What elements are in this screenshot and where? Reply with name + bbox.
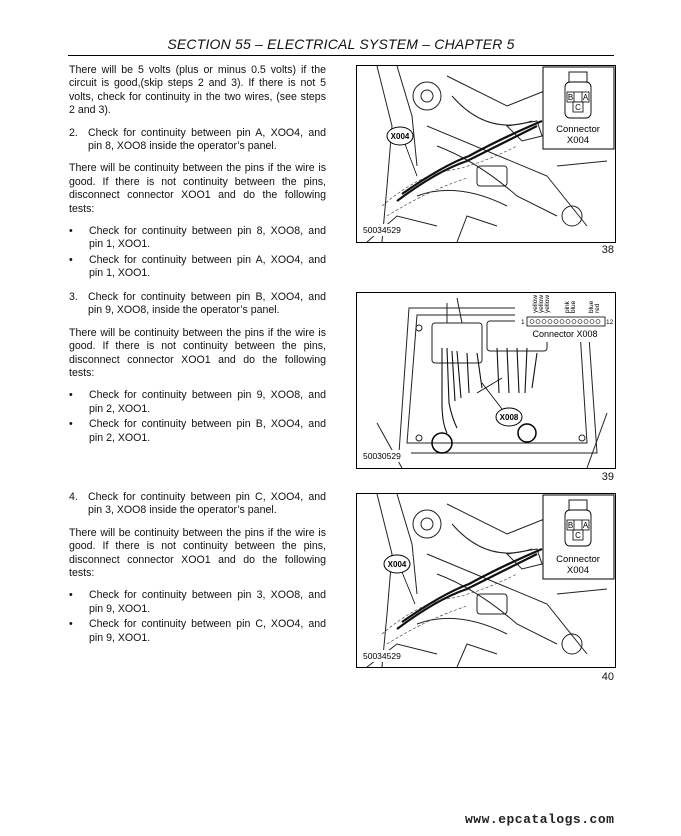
figure-number: 39 xyxy=(601,471,614,483)
pin-label: A xyxy=(582,93,589,102)
machinery-illustration xyxy=(357,66,615,242)
list-item: • Check for continuity between pin B, XOO4, and pin 2, XOO1. xyxy=(69,418,326,444)
machinery-illustration xyxy=(357,494,615,667)
step-number: 3. xyxy=(69,291,78,303)
text-block-3 xyxy=(69,491,326,654)
step-text: Check for continuity between pin B, XOO4, and pin 9, XOO8, inside the operator’s panel. xyxy=(88,291,326,317)
list-item: • Check for continuity between pin C, XOO4, and pin 9, XOO1. xyxy=(69,618,326,644)
list-item: • Check for continuity between pin 8, XOO8, and pin 1, XOO1. xyxy=(69,225,326,251)
text-block-1 xyxy=(69,64,326,290)
bullet-list xyxy=(69,589,326,645)
callout-label: X004 xyxy=(387,560,407,569)
step-3 xyxy=(69,291,326,318)
figure-number: 38 xyxy=(601,244,614,256)
figure-40 xyxy=(356,493,616,668)
result-paragraph: There will be continuity between the pins if the wire is good. If there is not continuity between the pins, disconnect connector XOO1 and do the following tests: xyxy=(69,326,326,380)
inset-caption: X004 xyxy=(566,565,590,576)
callout-label: X008 xyxy=(499,413,519,422)
intro-paragraph: There will be 5 volts (plus or minus 0.5 volts) if the circuit is good,(skip steps 2 and 3). If there is not 5 volts, check for continuity in the two wires, (see steps 2 and 3). xyxy=(69,64,326,117)
pin-label: C xyxy=(575,531,581,540)
step-4 xyxy=(69,491,326,518)
text-block-2 xyxy=(69,291,326,454)
list-item: • Check for continuity between pin A, XOO4, and pin 1, XOO1. xyxy=(69,253,326,280)
inset-caption: Connector xyxy=(556,124,600,135)
inset-caption: Connector xyxy=(556,554,600,565)
step-number: 2. xyxy=(69,126,78,139)
figure-38 xyxy=(356,65,616,243)
bullet-mark: • xyxy=(69,253,73,266)
header-rule xyxy=(68,55,614,56)
wire-label: yellow xyxy=(538,294,545,313)
operator-panel-illustration xyxy=(357,293,615,468)
bullet-mark: • xyxy=(69,389,73,402)
inset-caption: X004 xyxy=(566,135,590,146)
page-header: SECTION 55 – ELECTRICAL SYSTEM – CHAPTER 5 xyxy=(167,36,515,52)
inset-caption: Connector X008 xyxy=(532,329,598,339)
bullet-list xyxy=(69,389,326,445)
pin-number: 12 xyxy=(606,319,614,326)
bullet-mark: • xyxy=(69,589,73,602)
watermark-link[interactable]: www.epcatalogs.com xyxy=(465,812,615,827)
result-paragraph: There will be continuity between the pins if the wire is good. If there is not continuity between the pins, disconnect connector XOO1 and do the following tests: xyxy=(69,526,326,580)
wire-label: blue xyxy=(570,300,577,313)
bullet-mark: • xyxy=(69,618,73,631)
wire-label: yellow xyxy=(532,294,539,313)
part-number: 50034529 xyxy=(363,651,401,661)
figure-number: 40 xyxy=(601,671,614,683)
step-number: 4. xyxy=(69,491,78,503)
bullet-mark: • xyxy=(69,225,73,238)
list-item: • Check for continuity between pin 9, XOO8, and pin 2, XOO1. xyxy=(69,389,326,415)
result-paragraph: There will be continuity between the pins if the wire is good. If there is not continuity between the pins, disconnect connector XOO1 and do the following tests: xyxy=(69,162,326,215)
wire-label: pink xyxy=(564,301,571,313)
bullet-mark: • xyxy=(69,418,73,431)
pin-label: A xyxy=(582,521,589,530)
bullet-list xyxy=(69,225,326,281)
wire-label: blue xyxy=(588,300,595,313)
wire-label: red xyxy=(594,303,601,313)
list-item: • Check for continuity between pin 3, XOO8, and pin 9, XOO1. xyxy=(69,589,326,615)
wire-label: yellow xyxy=(544,294,551,313)
step-2 xyxy=(69,127,326,154)
pin-number: 1 xyxy=(521,319,525,326)
pin-label: B xyxy=(567,93,574,102)
figure-39 xyxy=(356,292,616,469)
pin-label: C xyxy=(575,103,581,112)
step-text: Check for continuity between pin C, XOO4, and pin 3, XOO8 inside the operator’s panel. xyxy=(88,491,326,517)
step-text: Check for continuity between pin A, XOO4, and pin 8, XOO8 inside the operator’s panel. xyxy=(88,126,326,153)
part-number: 50030529 xyxy=(363,451,401,461)
callout-label: X004 xyxy=(390,132,410,141)
part-number: 50034529 xyxy=(363,225,401,235)
pin-label: B xyxy=(567,521,574,530)
